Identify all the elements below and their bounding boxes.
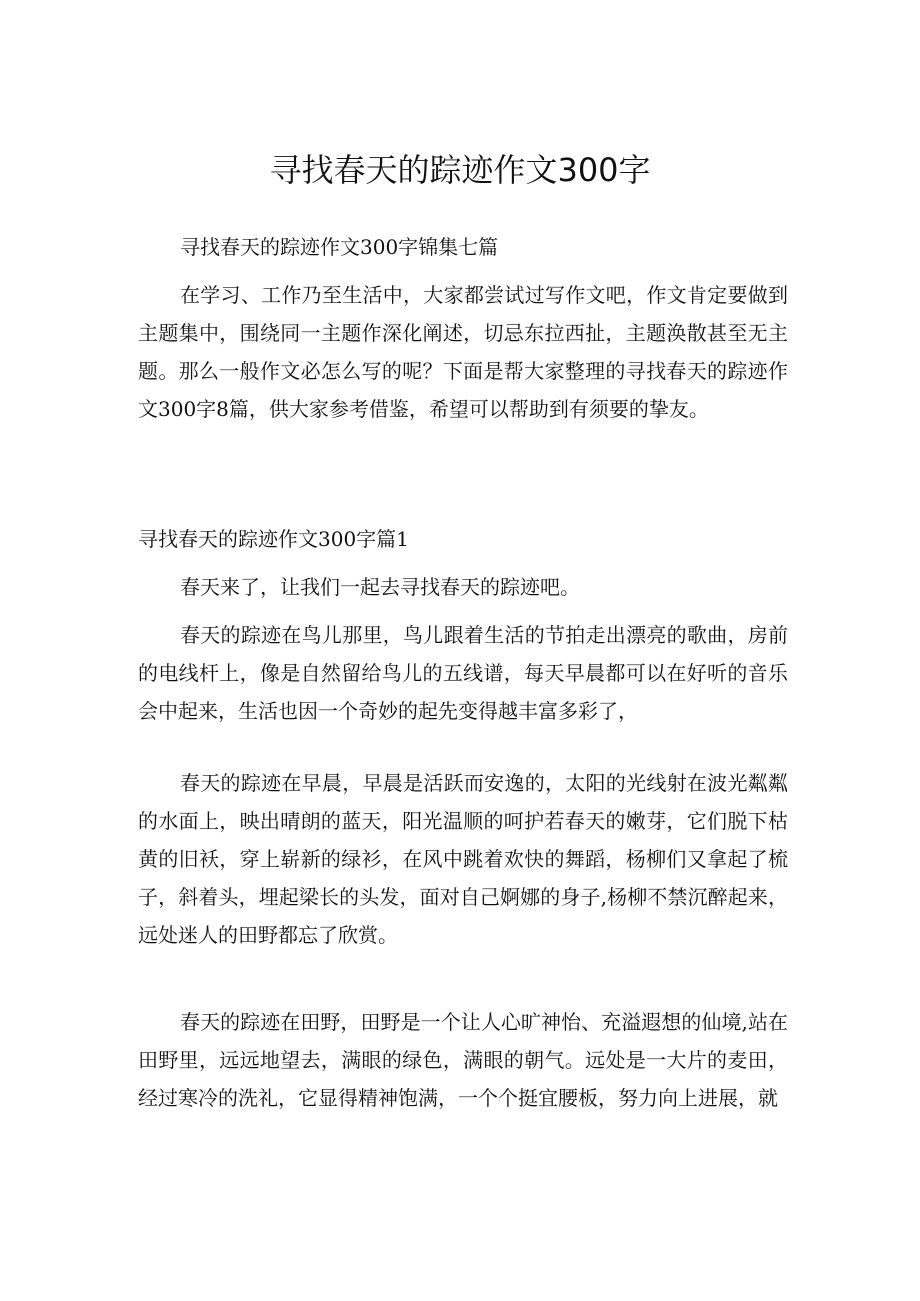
document-subtitle: 寻找春天的踪迹作文300字锦集七篇: [180, 235, 499, 259]
body-paragraph-1: 春天来了，让我们一起去寻找春天的踪迹吧。: [180, 575, 580, 599]
intro-paragraph: 在学习、工作乃至生活中，大家都尝试过写作文吧，作文肯定要做到主题集中，围绕同一主题作深化阐述，切忌东拉西扯，主题涣散甚至无主题。那么一般作文必怎么写的呢？下面是帮大家整理的寻找春天的踪迹作文300字8篇，供大家参考借鉴，希望可以帮助到有须要的挚友。: [138, 283, 788, 421]
body-paragraph-3: 春天的踪迹在早晨，早晨是活跃而安逸的，太阳的光线射在波光粼粼的水面上，映出晴朗的蓝天，阳光温顺的呵护若春天的嫩芽，它们脱下枯黄的旧袄，穿上崭新的绿衫，在风中跳着欢快的舞蹈，杨柳们又拿起了梳子，斜着头，埋起梁长的头发，面对自己婀娜的身子,杨柳不禁沉醉起来，远处迷人的田野都忘了欣赏。: [138, 771, 788, 947]
body-paragraph-2: 春天的踪迹在鸟儿那里，鸟儿跟着生活的节拍走出漂亮的歌曲，房前的电线杆上，像是自然留给鸟儿的五线谱，每天早晨都可以在好听的音乐会中起来，生活也因一个奇妙的起先变得越丰富多彩了，: [138, 623, 788, 723]
document-title: 寻找春天的踪迹作文300字: [269, 151, 651, 189]
section-heading: 寻找春天的踪迹作文300字篇1: [138, 527, 409, 551]
body-paragraph-4: 春天的踪迹在田野，田野是一个让人心旷神怡、充溢遐想的仙境,站在田野里，远远地望去，满眼的绿色，满眼的朝气。远处是一大片的麦田，经过寒冷的洗礼，它显得精神饱满，一个个挺宜腰板，努力向上进展，就: [138, 1010, 788, 1110]
